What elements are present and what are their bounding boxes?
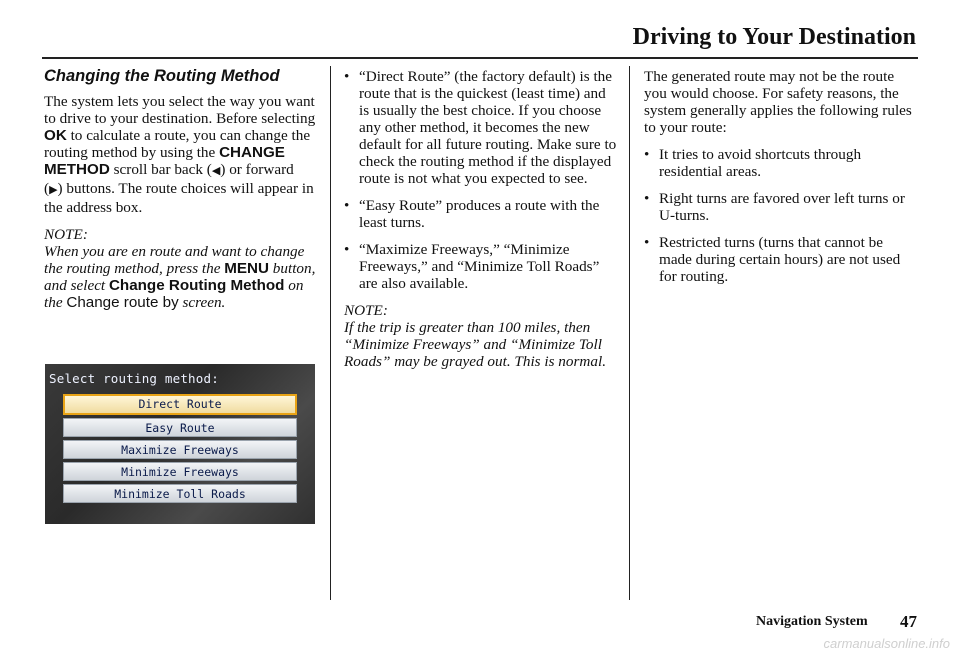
list-item: • “Easy Route” produces a route with the least turns.: [344, 197, 618, 231]
note-label: NOTE:: [344, 302, 388, 319]
watermark: carmanualsonline.info: [823, 636, 950, 651]
intro-paragraph: The system lets you select the way you want to drive to your destination. Before selecting OK to calculate a route, you can change the routing method by using the CHANGE METHOD scroll bar back (◀) or forward (▶) buttons. The route choices will appear in the address box.: [44, 93, 316, 216]
ok-keyword: OK: [44, 127, 67, 144]
option-easy-route[interactable]: Easy Route: [63, 418, 297, 437]
list-item: • “Maximize Freeways,” “Minimize Freeways,” and “Minimize Toll Roads” are also available.: [344, 241, 618, 292]
option-minimize-toll-roads[interactable]: Minimize Toll Roads: [63, 484, 297, 503]
route-options-bullets: [344, 68, 618, 292]
screen-title: Select routing method:: [49, 371, 219, 386]
footer-section-name: Navigation System: [756, 614, 868, 629]
page-number: 47: [900, 612, 917, 631]
change-route-by-keyword: Change route by: [66, 294, 179, 311]
column-left: [44, 68, 316, 321]
page-header-title: Driving to Your Destination: [632, 24, 916, 50]
column-middle: [344, 68, 618, 380]
route-rules-bullets: [644, 146, 918, 285]
column-divider: [629, 66, 630, 600]
option-maximize-freeways[interactable]: Maximize Freeways: [63, 440, 297, 459]
list-item: • Restricted turns (turns that cannot be made during certain hours) are not used for routing.: [644, 234, 918, 285]
list-item: • Right turns are favored over left turns or U-turns.: [644, 190, 918, 224]
note-text: When you are en route and want to change the routing method, press the MENU button, and select Change Routing Method on the Change route by screen.: [44, 243, 316, 311]
routing-options-list: [63, 394, 297, 506]
change-routing-keyword: Change Routing Method: [108, 277, 285, 294]
list-item: • It tries to avoid shortcuts through residential areas.: [644, 146, 918, 180]
routing-method-screenshot: [45, 364, 315, 524]
section-title: Changing the Routing Method: [44, 67, 280, 85]
header-divider: [42, 57, 918, 59]
list-item: • “Direct Route” (the factory default) is the route that is the quickest (least time) and is usually the best choice. If you choose any other method, it becomes the new default for all future routing. Make sure to check the routing method if the displayed route is not what you expected to see.: [344, 68, 618, 187]
column-divider: [330, 66, 331, 600]
menu-keyword: MENU: [224, 260, 269, 277]
column-right: [644, 68, 918, 295]
note-label: NOTE:: [44, 226, 88, 243]
option-minimize-freeways[interactable]: Minimize Freeways: [63, 462, 297, 481]
forward-arrow-icon: ▶: [49, 184, 58, 196]
change-method-keyword: CHANGE METHOD: [44, 144, 285, 178]
back-arrow-icon: ◀: [211, 165, 221, 177]
note-text: If the trip is greater than 100 miles, then “Minimize Freeways” and “Minimize Toll Roads” may be grayed out. This is normal.: [344, 319, 606, 370]
option-direct-route[interactable]: Direct Route: [63, 394, 297, 415]
rules-intro: The generated route may not be the route you would choose. For safety reasons, the system generally applies the following rules to your route:: [644, 68, 912, 136]
